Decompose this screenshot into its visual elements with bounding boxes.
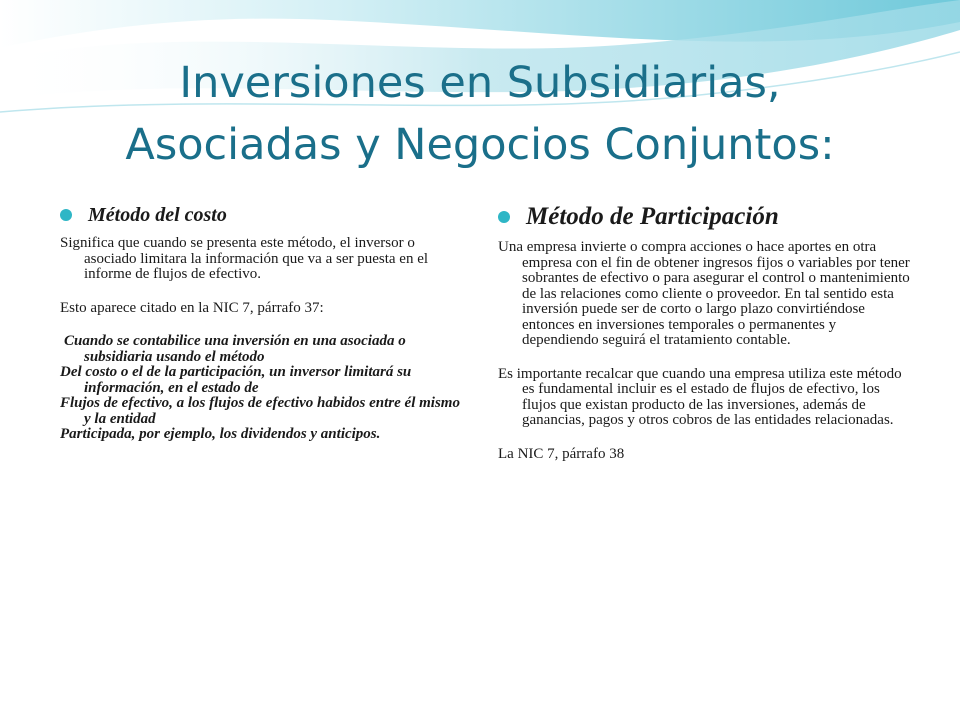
right-heading-text: Método de Participación	[526, 203, 779, 230]
right-column	[498, 200, 910, 480]
bullet-icon	[498, 211, 510, 223]
left-quote-line-3: Flujos de efectivo, a los flujos de efectivo habidos entre él mismo y la entidad	[60, 395, 460, 427]
title-line-1: Inversiones en Subsidiarias,	[179, 58, 781, 108]
bullet-icon	[60, 209, 72, 221]
right-paragraph-2: Es importante recalcar que cuando una empresa utiliza este método es fundamental incluir es el estado de flujos de efectivo, los flujos que existan producto de las inversiones, además de ganancias, pagos y otros cobros de las entidades relacionadas.	[498, 365, 902, 428]
left-paragraph-2: Esto aparece citado en la NIC 7, párrafo 37:	[60, 299, 324, 316]
left-quote-line-4: Participada, por ejemplo, los dividendos y anticipos.	[60, 426, 381, 442]
left-column	[60, 200, 460, 443]
right-paragraph-3: La NIC 7, párrafo 38	[498, 445, 625, 462]
left-heading-text: Método del costo	[88, 204, 227, 226]
right-heading	[498, 200, 910, 234]
title-line-2: Asociadas y Negocios Conjuntos:	[125, 120, 835, 170]
left-paragraph-1: Significa que cuando se presenta este método, el inversor o asociado limitara la información que va a ser puesta en el informe de flujos de efectivo.	[60, 235, 429, 282]
left-quote-line-2: Del costo o el de la participación, un inversor limitará su información, en el estado de	[60, 364, 412, 396]
right-paragraph-1: Una empresa invierte o compra acciones o hace aportes en otra empresa con el fin de obtener ingresos fijos o variables por tener sobrantes de efectivo o para asegurar el control o mantenimiento de las relaciones como cliente o proveedor. En tal sentido esta inversión puede ser de corto o largo plazo convirtiéndose entonces en inversiones temporales o permanentes y dependiendo seguirá el tratamiento contable.	[498, 239, 910, 348]
left-quote-line-1: Cuando se contabilice una inversión en una asociada o subsidiaria usando el método	[64, 333, 406, 365]
left-heading	[60, 200, 460, 230]
slide-title	[60, 52, 900, 176]
